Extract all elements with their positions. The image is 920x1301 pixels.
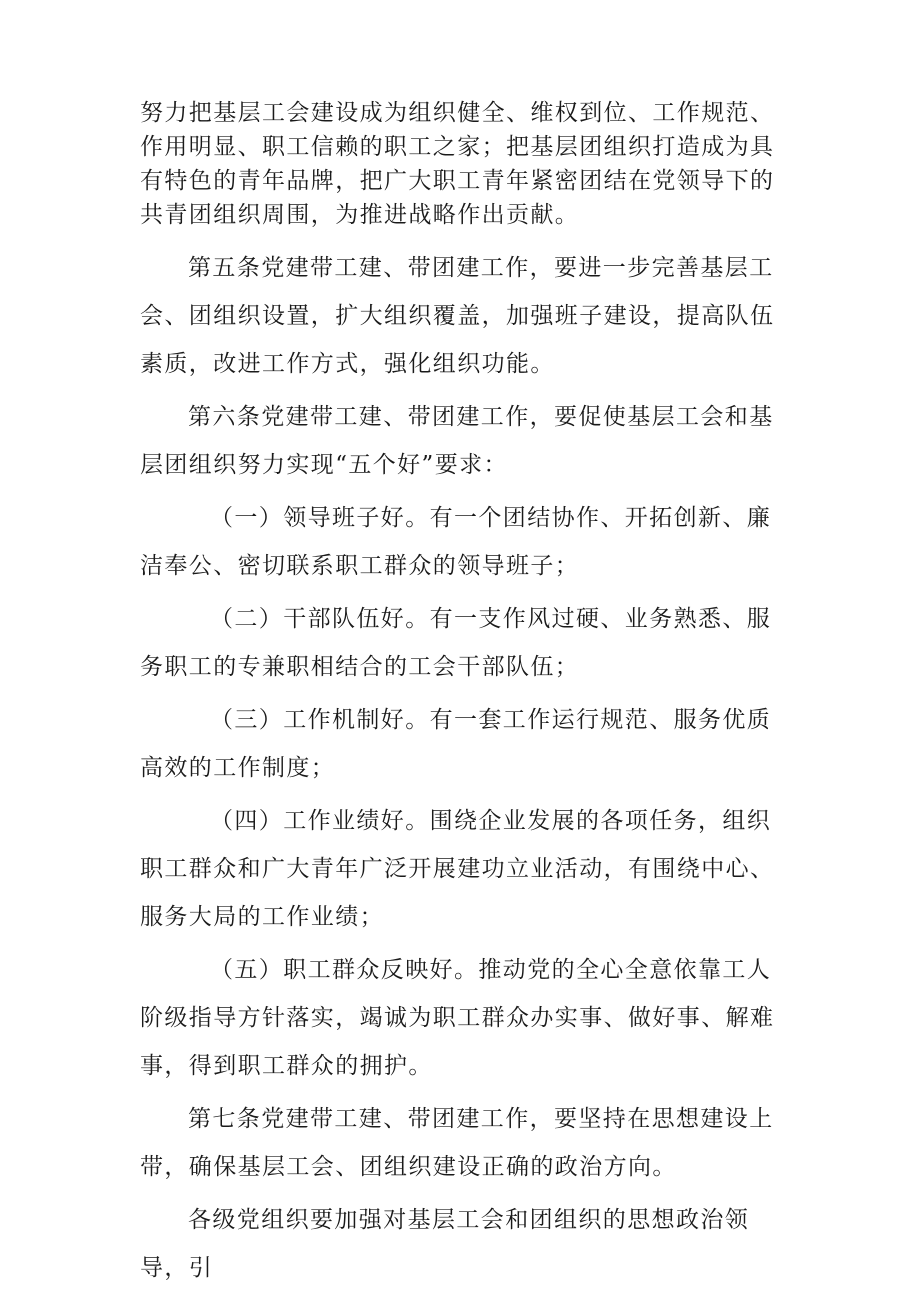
paragraph-article-6: 第六条党建带工建、带团建工作，要促使基层工会和基层团组织努力实现“五个好”要求： — [140, 404, 774, 478]
paragraph-article-7: 第七条党建带工建、带团建工作，要坚持在思想建设上带，确保基层工会、团组织建设正确的政治方向。 — [140, 1106, 774, 1180]
list-item-1: （一）领导班子好。有一个团结协作、开拓创新、廉洁奉公、密切联系职工群众的领导班子； — [140, 505, 772, 579]
list-item-2: （二）干部队伍好。有一支作风过硬、业务熟悉、服务职工的专兼职相结合的工会干部队伍； — [140, 606, 772, 680]
paragraph-party-guidance: 各级党组织要加强对基层工会和团组织的思想政治领导，引 — [140, 1207, 750, 1281]
paragraph-continuation: 努力把基层工会建设成为组织健全、维权到位、工作规范、作用明显、职工信赖的职工之家；把基层团组织打造成为具有特色的青年品牌，把广大职工青年紧密团结在党领导下的共青团组织周围，为推进战略作出贡献。 — [140, 100, 775, 228]
list-item-4: （四）工作业绩好。围绕企业发展的各项任务，组织职工群众和广大青年广泛开展建功立业活动，有围绕中心、服务大局的工作业绩； — [140, 808, 775, 930]
list-item-5: （五）职工群众反映好。推动党的全心全意依靠工人阶级指导方针落实，竭诚为职工群众办实事、做好事、解难事，得到职工群众的拥护。 — [140, 957, 775, 1079]
paragraph-article-5: 第五条党建带工建、带团建工作，要进一步完善基层工会、团组织设置，扩大组织覆盖，加强班子建设，提高队伍素质，改进工作方式，强化组织功能。 — [140, 255, 775, 377]
document-body — [140, 96, 790, 1297]
list-item-3: （三）工作机制好。有一套工作运行规范、服务优质高效的工作制度； — [140, 707, 772, 781]
